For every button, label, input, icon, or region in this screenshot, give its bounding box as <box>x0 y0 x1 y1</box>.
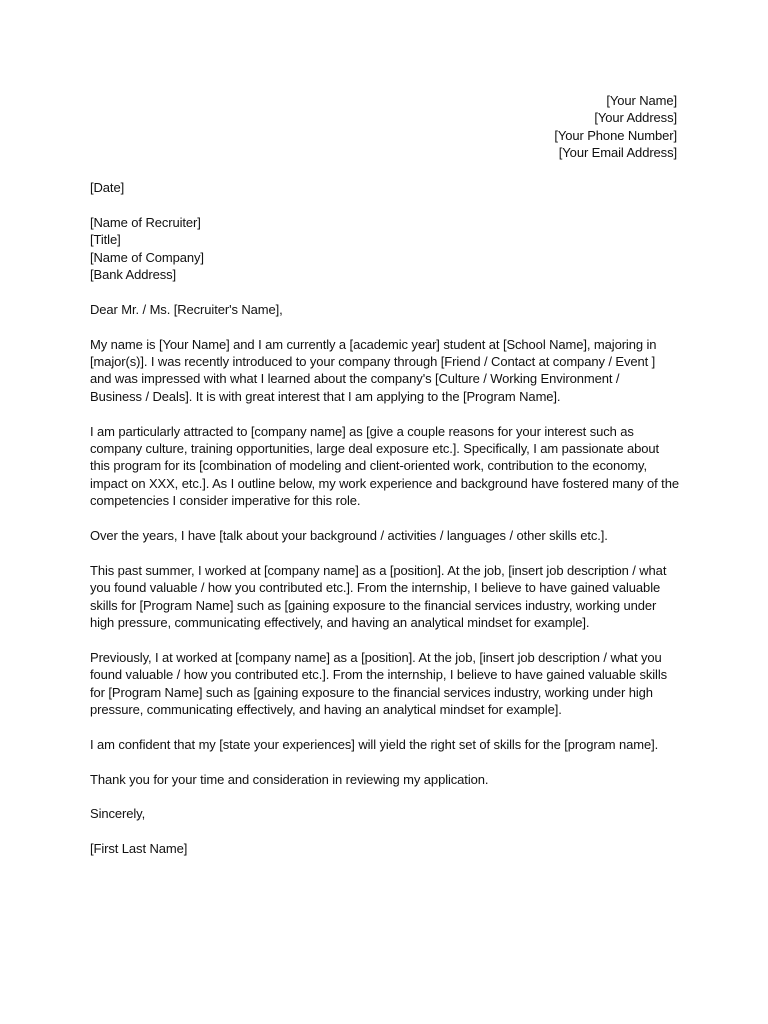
paragraph-line: company culture, training opportunities, large deal exposure etc.]. Specifically, I am passionate about <box>90 441 660 457</box>
recipient-title: [Title] <box>90 232 121 248</box>
paragraph-line: My name is [Your Name] and I am currently a [academic year] student at [School Name], majoring in <box>90 336 657 352</box>
sender-address: [Your Address] <box>594 110 677 126</box>
paragraph-line: pressure, communicating effectively, and having an analytical mindset for example]. <box>90 702 562 718</box>
paragraph-line: and was impressed with what I learned about the company's [Culture / Working Environment / <box>90 371 620 387</box>
paragraph-summer-job <box>90 562 680 632</box>
paragraph-line: Over the years, I have [talk about your background / activities / languages / other skills etc.]. <box>90 528 608 544</box>
recipient-name: [Name of Recruiter] <box>90 214 201 230</box>
paragraph-background <box>90 527 680 544</box>
paragraph-line: Thank you for your time and consideration in reviewing my application. <box>90 771 489 787</box>
paragraph-line: I am confident that my [state your experiences] will yield the right set of skills for the [program name]. <box>90 736 659 752</box>
paragraph-line: you found valuable / how you contributed etc.]. From the internship, I believe to have gained valuable <box>90 580 661 596</box>
paragraph-thanks <box>90 771 680 788</box>
signature-name: [First Last Name] <box>90 841 188 857</box>
sender-phone: [Your Phone Number] <box>554 127 677 143</box>
paragraph-line: competencies I consider imperative for this role. <box>90 493 361 509</box>
paragraph-line: I am particularly attracted to [company name] as [give a couple reasons for your interest such as <box>90 423 634 439</box>
paragraph-line: found valuable / how you contributed etc.]. From the internship, I believe to have gained valuable skills <box>90 667 668 683</box>
salutation: Dear Mr. / Ms. [Recruiter's Name], <box>90 301 283 317</box>
paragraph-previous-job <box>90 649 680 719</box>
recipient-company: [Name of Company] <box>90 249 204 265</box>
paragraph-line: [major(s)]. I was recently introduced to your company through [Friend / Contact at company / Event ] <box>90 354 656 370</box>
paragraph-line: high pressure, communicating effectively, and having an analytical mindset for example]. <box>90 615 590 631</box>
paragraph-line: Previously, I at worked at [company name] as a [position]. At the job, [insert job description / what you <box>90 649 662 665</box>
paragraph-confidence <box>90 736 680 753</box>
letter-body <box>90 179 680 875</box>
paragraph-line: skills for [Program Name] such as [gaining exposure to the financial services industry, working under <box>90 597 657 613</box>
paragraph-line: Business / Deals]. It is with great interest that I am applying to the [Program Name]. <box>90 388 561 404</box>
sender-email: [Your Email Address] <box>558 145 677 161</box>
paragraph-line: impact on XXX, etc.]. As I outline below, my work experience and background have fostered many of the <box>90 475 679 491</box>
paragraph-line: this program for its [combination of modeling and client-oriented work, contribution to the economy, <box>90 458 647 474</box>
recipient-block <box>90 214 680 284</box>
paragraph-intro <box>90 336 680 406</box>
recipient-address: [Bank Address] <box>90 267 177 283</box>
paragraph-interest <box>90 423 680 510</box>
paragraph-line: This past summer, I worked at [company name] as a [position]. At the job, [insert job description / what <box>90 562 667 578</box>
closing: Sincerely, <box>90 806 146 822</box>
sender-block <box>554 92 677 162</box>
date-line: [Date] <box>90 180 125 195</box>
paragraph-line: for [Program Name] such as [gaining exposure to the financial services industry, working under high <box>90 684 653 700</box>
sender-name: [Your Name] <box>606 93 677 108</box>
